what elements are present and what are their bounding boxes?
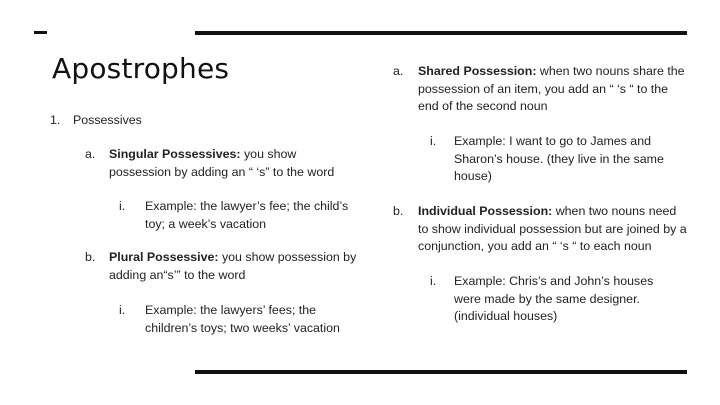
shared-example: Example: I want to go to James and Sharon’s house. (they live in the same house) [454,134,664,183]
singular-possessives-item [109,146,359,181]
plural-possessive-item [109,249,359,284]
marker-plural: b. [85,250,96,264]
marker-plural-example: i. [119,303,126,317]
singular-example: Example: the lawyer’s fee; the child’s toy; a week’s vacation [145,199,349,231]
marker-shared: a. [393,64,404,78]
marker-shared-example: i. [430,134,437,148]
individual-possession-term: Individual Possession: [418,204,553,218]
marker-individual-example: i. [430,274,437,288]
marker-singular: a. [85,147,96,161]
accent-bar-top [195,31,687,35]
list-heading-possessives: Possessives [73,113,142,127]
individual-possession-item [418,203,688,256]
individual-possession-text: when two nouns need to show individual possession but are joined by a conjunction, you add an “ ‘s “ to each noun [418,204,687,253]
marker-individual: b. [393,204,404,218]
list-marker-1: 1. [50,113,61,127]
plural-possessive-text: you show possession by adding an“s’” to the word [109,250,357,282]
singular-possessives-term: Singular Possessives: [109,147,241,161]
accent-bar-bottom [195,370,687,374]
accent-bar-short [34,31,47,34]
individual-example: Example: Chris’s and John’s houses were made by the same designer. (individual houses) [454,274,654,323]
plural-possessive-term: Plural Possessive: [109,250,219,264]
singular-possessives-text: you show possession by adding an “ ‘s” to the word [109,147,335,179]
marker-singular-example: i. [119,199,126,213]
shared-possession-item [418,63,688,116]
shared-possession-term: Shared Possession: [418,64,537,78]
shared-possession-text: when two nouns share the possession of an item, you add an “ ‘s “ to the end of the second noun [418,64,685,113]
slide-title: Apostrophes [52,52,230,85]
plural-example: Example: the lawyers’ fees; the children’s toys; two weeks’ vacation [145,303,340,335]
